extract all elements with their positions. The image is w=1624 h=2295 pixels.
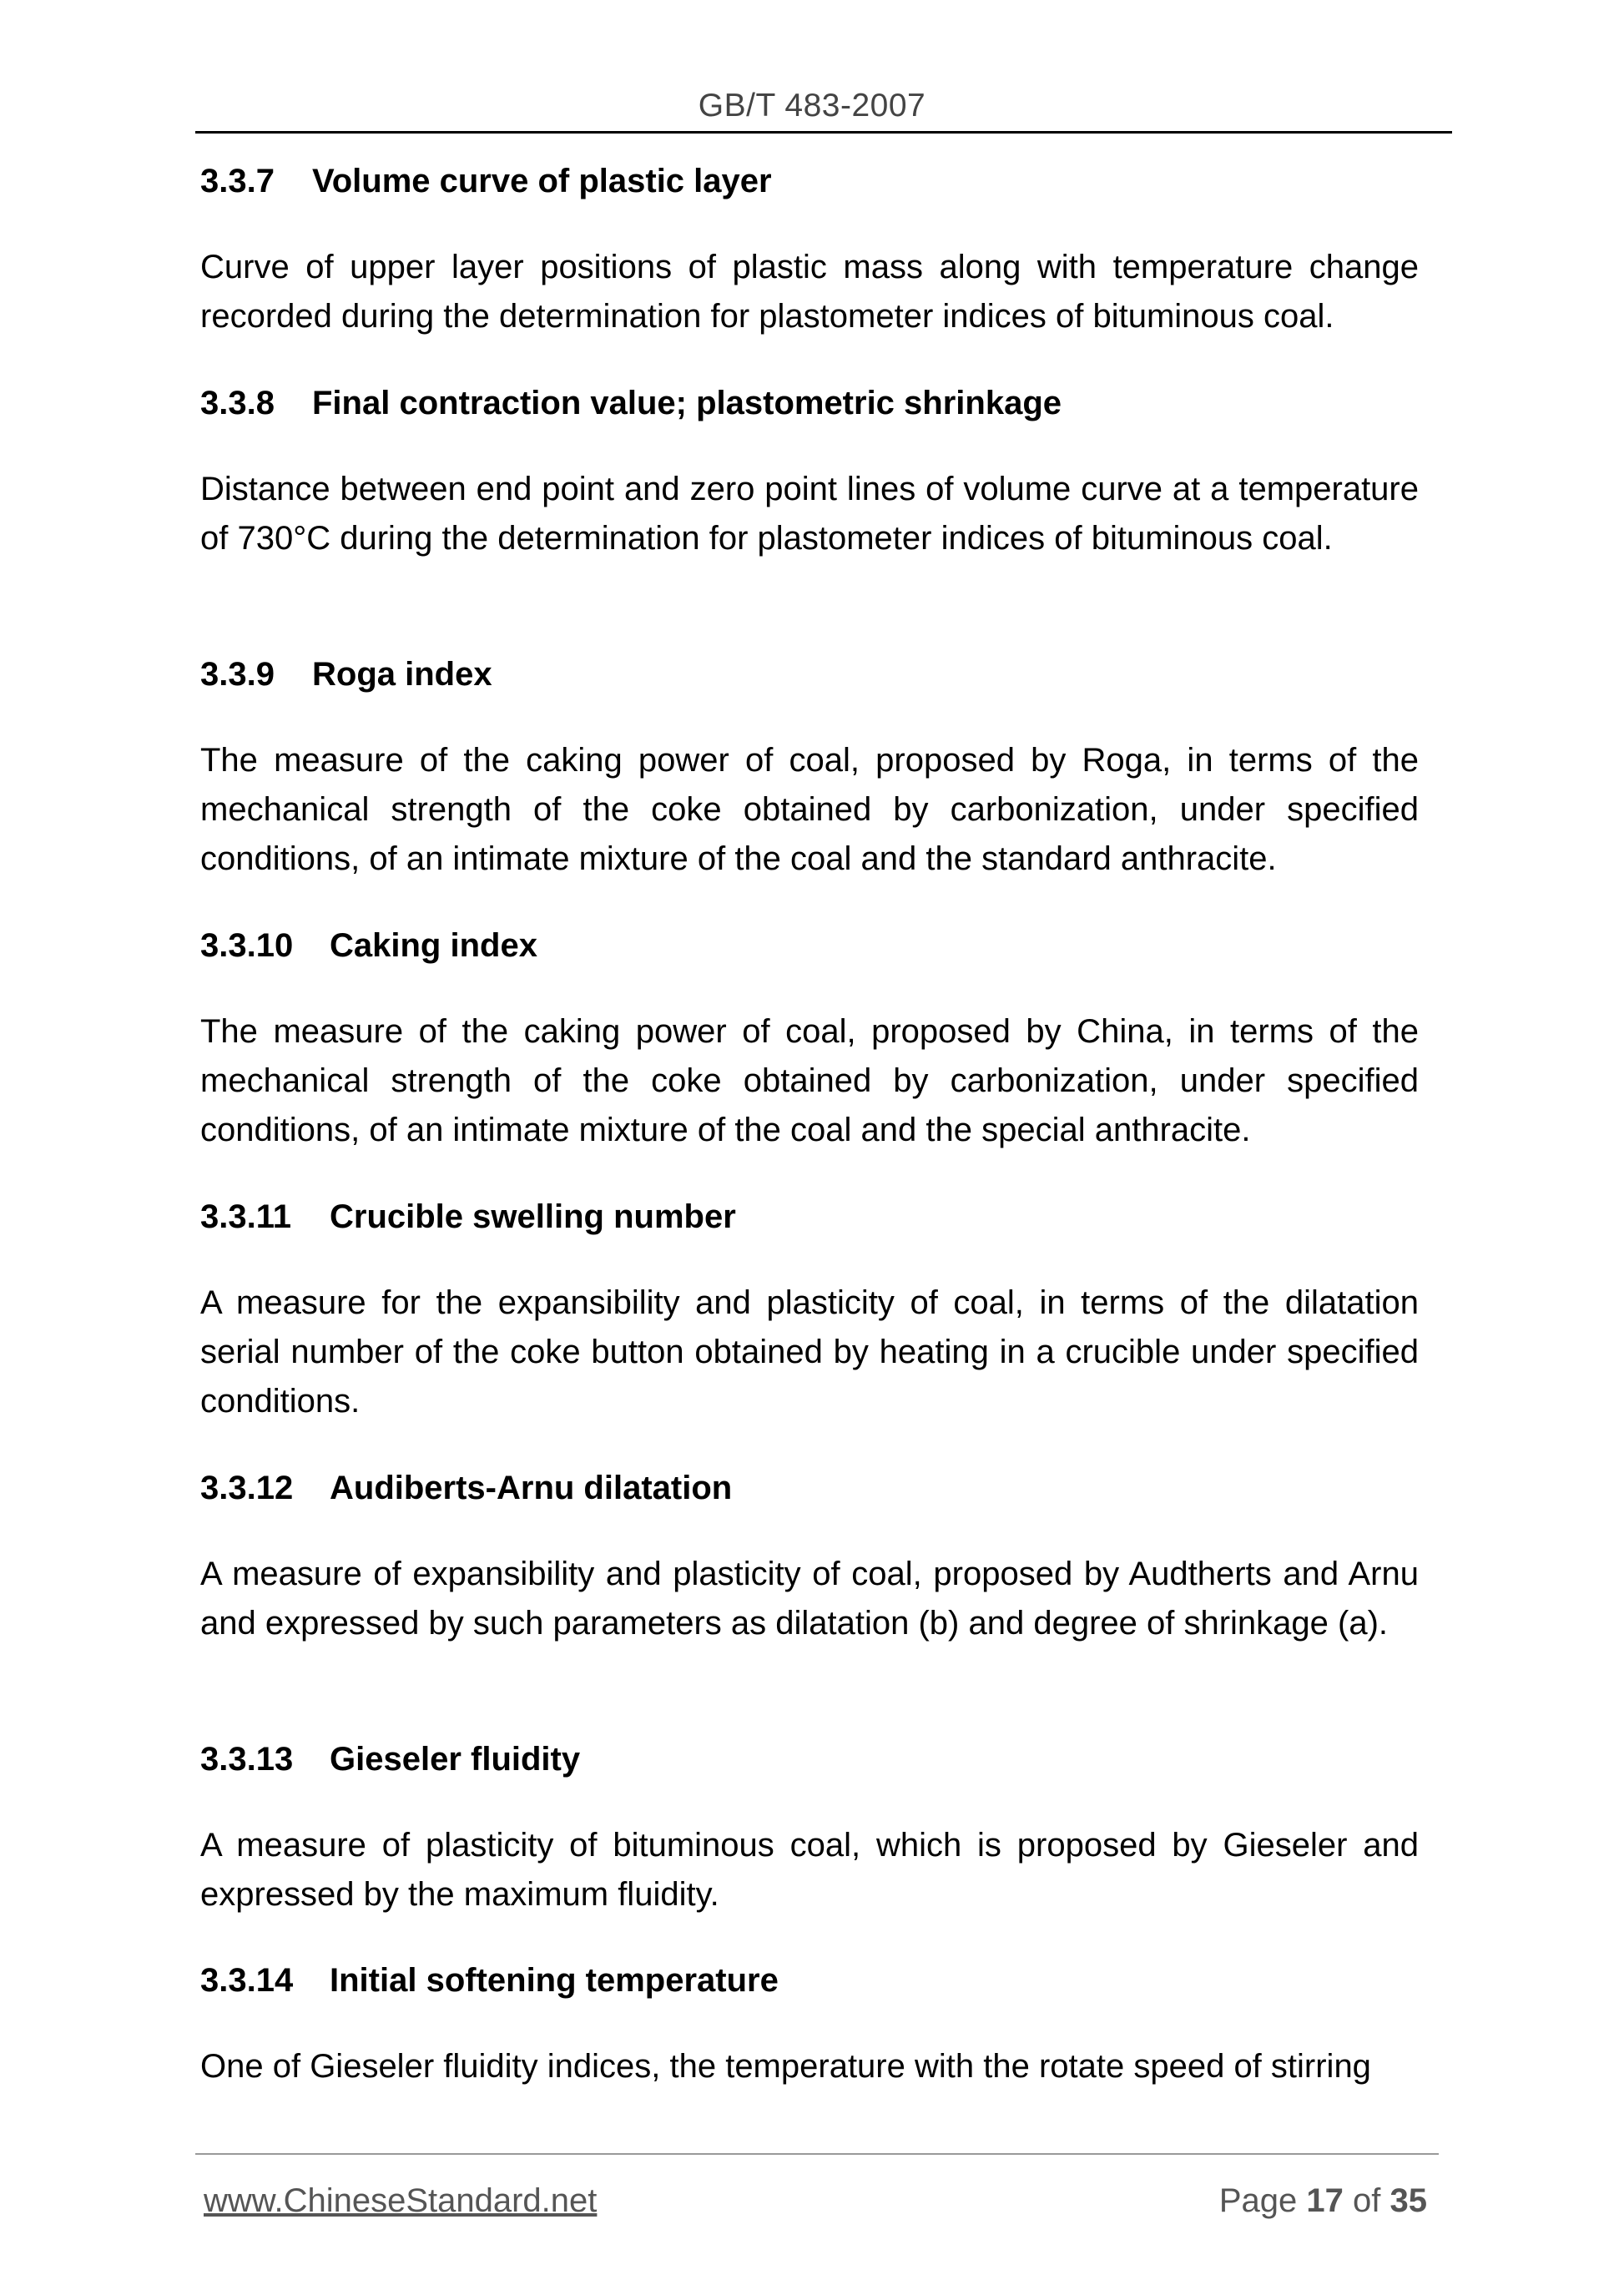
term-title: Audiberts-Arnu dilatation <box>330 1470 733 1506</box>
document-header-title: GB/T 483-2007 <box>698 88 926 124</box>
term-definition: Distance between end point and zero point lines of volume curve at a temperature of 730°C during the determination for plastometer indices of bituminous coal. <box>200 471 1419 557</box>
term-heading-3-3-12 <box>200 1467 732 1509</box>
term-title: Volume curve of plastic layer <box>312 163 772 199</box>
page-number <box>1219 2182 1427 2220</box>
term-heading-3-3-8 <box>200 382 1062 424</box>
term-title: Initial softening temperature <box>330 1962 779 1999</box>
term-number: 3.3.7 <box>200 163 275 199</box>
term-definition: One of Gieseler fluidity indices, the temperature with the rotate speed of stirring <box>200 2048 1371 2085</box>
term-definition: The measure of the caking power of coal, proposed by Roga, in terms of the mechanical strength of the coke obtained by carbonization, under specified conditions, of an intimate mixture of the coal and the standard anthracite. <box>200 742 1419 877</box>
term-heading-3-3-9 <box>200 653 492 695</box>
term-heading-3-3-10 <box>200 925 537 966</box>
term-title: Crucible swelling number <box>330 1198 736 1235</box>
website-link[interactable]: www.ChineseStandard.net <box>204 2182 598 2219</box>
term-title: Gieseler fluidity <box>330 1741 581 1778</box>
page-total: 35 <box>1389 2182 1427 2219</box>
term-number: 3.3.11 <box>200 1198 292 1235</box>
page-current: 17 <box>1306 2182 1344 2219</box>
term-title: Final contraction value; plastometric shrinkage <box>312 385 1062 421</box>
page-of: of <box>1353 2182 1381 2219</box>
term-heading-3-3-11 <box>200 1196 736 1238</box>
term-definition: A measure of plasticity of bituminous coal, which is proposed by Gieseler and expressed by the maximum fluidity. <box>200 1827 1419 1913</box>
term-definition: The measure of the caking power of coal, proposed by China, in terms of the mechanical strength of the coke obtained by carbonization, under specified conditions, of an intimate mixture of the coal and the special anthracite. <box>200 1013 1419 1148</box>
term-heading-3-3-14 <box>200 1960 779 2001</box>
term-number: 3.3.9 <box>200 656 275 693</box>
footer-divider <box>195 2153 1439 2155</box>
term-definition: Curve of upper layer positions of plastic mass along with temperature change recorded during the determination for plastometer indices of bituminous coal. <box>200 249 1419 335</box>
term-number: 3.3.10 <box>200 927 294 964</box>
term-heading-3-3-7 <box>200 160 772 202</box>
term-title: Caking index <box>330 927 537 964</box>
term-definition: A measure for the expansibility and plasticity of coal, in terms of the dilatation serial number of the coke button obtained by heating in a crucible under specified conditions. <box>200 1284 1419 1420</box>
term-number: 3.3.12 <box>200 1470 294 1506</box>
term-heading-3-3-13 <box>200 1738 580 1780</box>
header-divider <box>195 131 1452 134</box>
term-title: Roga index <box>312 656 492 693</box>
term-number: 3.3.13 <box>200 1741 294 1778</box>
term-number: 3.3.8 <box>200 385 275 421</box>
page-prefix: Page <box>1218 2182 1298 2219</box>
term-definition: A measure of expansibility and plasticity of coal, proposed by Audtherts and Arnu and expressed by such parameters as dilatation (b) and degree of shrinkage (a). <box>200 1556 1419 1642</box>
term-number: 3.3.14 <box>200 1962 294 1999</box>
